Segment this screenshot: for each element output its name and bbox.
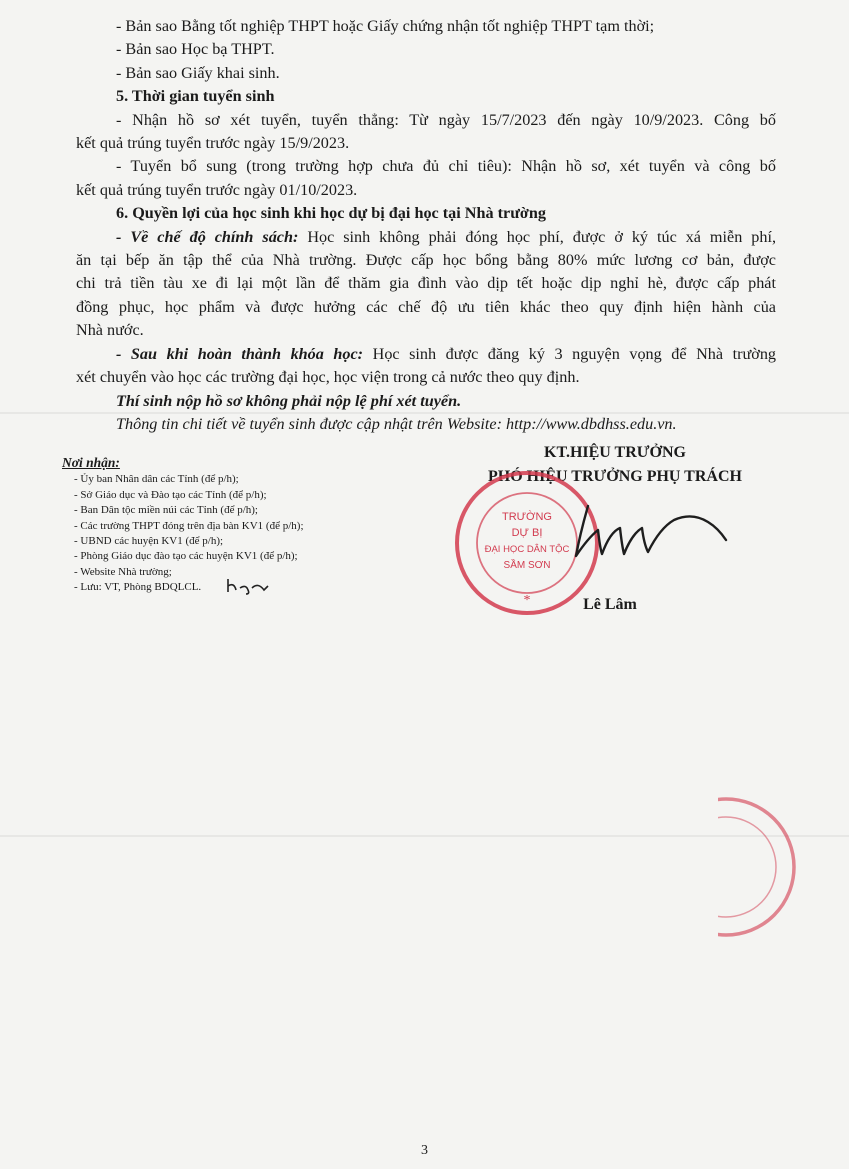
- subheading-after-course: - Sau khi hoàn thành khóa học:: [116, 344, 364, 363]
- document-body: [76, 15, 776, 436]
- recipient-item: - Các trường THPT đóng trên địa bàn KV1 (để p/h);: [74, 519, 304, 532]
- recipient-item: - UBND các huyện KV1 (để p/h);: [74, 535, 224, 548]
- stamp-text: ĐẠI HỌC DÂN TỘC: [484, 544, 570, 555]
- doc-line: chi trả tiền tàu xe đi lại một lần để thăm gia đình vào dịp tết hoặc dịp nghỉ hè, được cấp phát: [76, 274, 776, 293]
- doc-line: - Nhận hồ sơ xét tuyển, tuyển thẳng: Từ ngày 15/7/2023 đến ngày 10/9/2023. Công bố: [116, 110, 776, 129]
- recipient-item: - Ủy ban Nhân dân các Tỉnh (để p/h);: [74, 473, 239, 486]
- doc-line: kết quả trúng tuyển trước ngày 15/9/2023.: [76, 134, 350, 153]
- signature-title-line2: PHÓ HIỆU TRƯỞNG PHỤ TRÁCH: [488, 468, 742, 485]
- doc-line: - Bản sao Bằng tốt nghiệp THPT hoặc Giấy chứng nhận tốt nghiệp THPT tạm thời;: [116, 17, 655, 35]
- recipient-item: - Ban Dân tộc miền núi các Tỉnh (để p/h);: [74, 504, 258, 517]
- doc-line: - Về chế độ chính sách: Học sinh không phải đóng học phí, được ở ký túc xá miễn phí,: [116, 227, 776, 246]
- recipients-heading: Nơi nhận:: [62, 455, 120, 470]
- recipient-item: - Sở Giáo dục và Đào tạo các Tỉnh (để p/h);: [74, 488, 267, 501]
- recipient-item: - Lưu: VT, Phòng BDQLCL.: [74, 581, 202, 594]
- doc-line: - Bản sao Học bạ THPT.: [116, 40, 275, 59]
- recipient-item: - Website Nhà trường;: [74, 565, 172, 578]
- handwritten-initials: [224, 576, 272, 598]
- recipient-item: - Phòng Giáo dục đào tạo các huyện KV1 (để p/h);: [74, 550, 298, 563]
- stamp-text: SẦM SƠN: [503, 560, 551, 571]
- doc-line: Nhà nước.: [76, 321, 144, 340]
- signature-scribble: [568, 498, 733, 568]
- fee-note: Thí sinh nộp hồ sơ không phải nộp lệ phí xét tuyển.: [116, 391, 462, 410]
- stamp-text: DỰ BỊ: [511, 527, 543, 539]
- section-heading: 6. Quyền lợi của học sinh khi học dự bị đại học tại Nhà trường: [116, 204, 546, 223]
- recipients-list: [62, 455, 442, 596]
- signature-title-line1: KT.HIỆU TRƯỞNG: [544, 444, 686, 461]
- stamp-text: TRƯỜNG: [502, 511, 552, 523]
- subheading-policy: - Về chế độ chính sách:: [116, 227, 299, 246]
- doc-line: xét chuyển vào học các trường đại học, học viện trong cả nước theo quy định.: [76, 368, 580, 387]
- page-number: 3: [421, 1143, 428, 1158]
- doc-line: - Sau khi hoàn thành khóa học: Học sinh được đăng ký 3 nguyện vọng để Nhà trường: [116, 344, 777, 363]
- doc-line: kết quả trúng tuyển trước ngày 01/10/2023.: [76, 180, 358, 199]
- website-note: Thông tin chi tiết về tuyển sinh được cập nhật trên Website: http://www.dbdhss.edu.vn.: [116, 414, 677, 433]
- stamp-star-icon: *: [523, 593, 531, 608]
- doc-line: đồng phục, học phẩm và được hưởng các chế độ ưu tiên khác theo quy định hiện hành của: [76, 297, 776, 316]
- doc-line: ăn tại bếp ăn tập thể của Nhà trường. Được cấp học bổng bằng 80% mức lương cơ bản, được: [76, 251, 776, 270]
- doc-line: - Bản sao Giấy khai sinh.: [116, 63, 280, 82]
- partial-stamp: [718, 792, 798, 942]
- doc-line: - Tuyển bổ sung (trong trường hợp chưa đủ chỉ tiêu): Nhận hồ sơ, xét tuyển và công bố: [116, 157, 776, 176]
- section-heading: 5. Thời gian tuyển sinh: [116, 87, 275, 106]
- signer-name: Lê Lâm: [583, 596, 637, 613]
